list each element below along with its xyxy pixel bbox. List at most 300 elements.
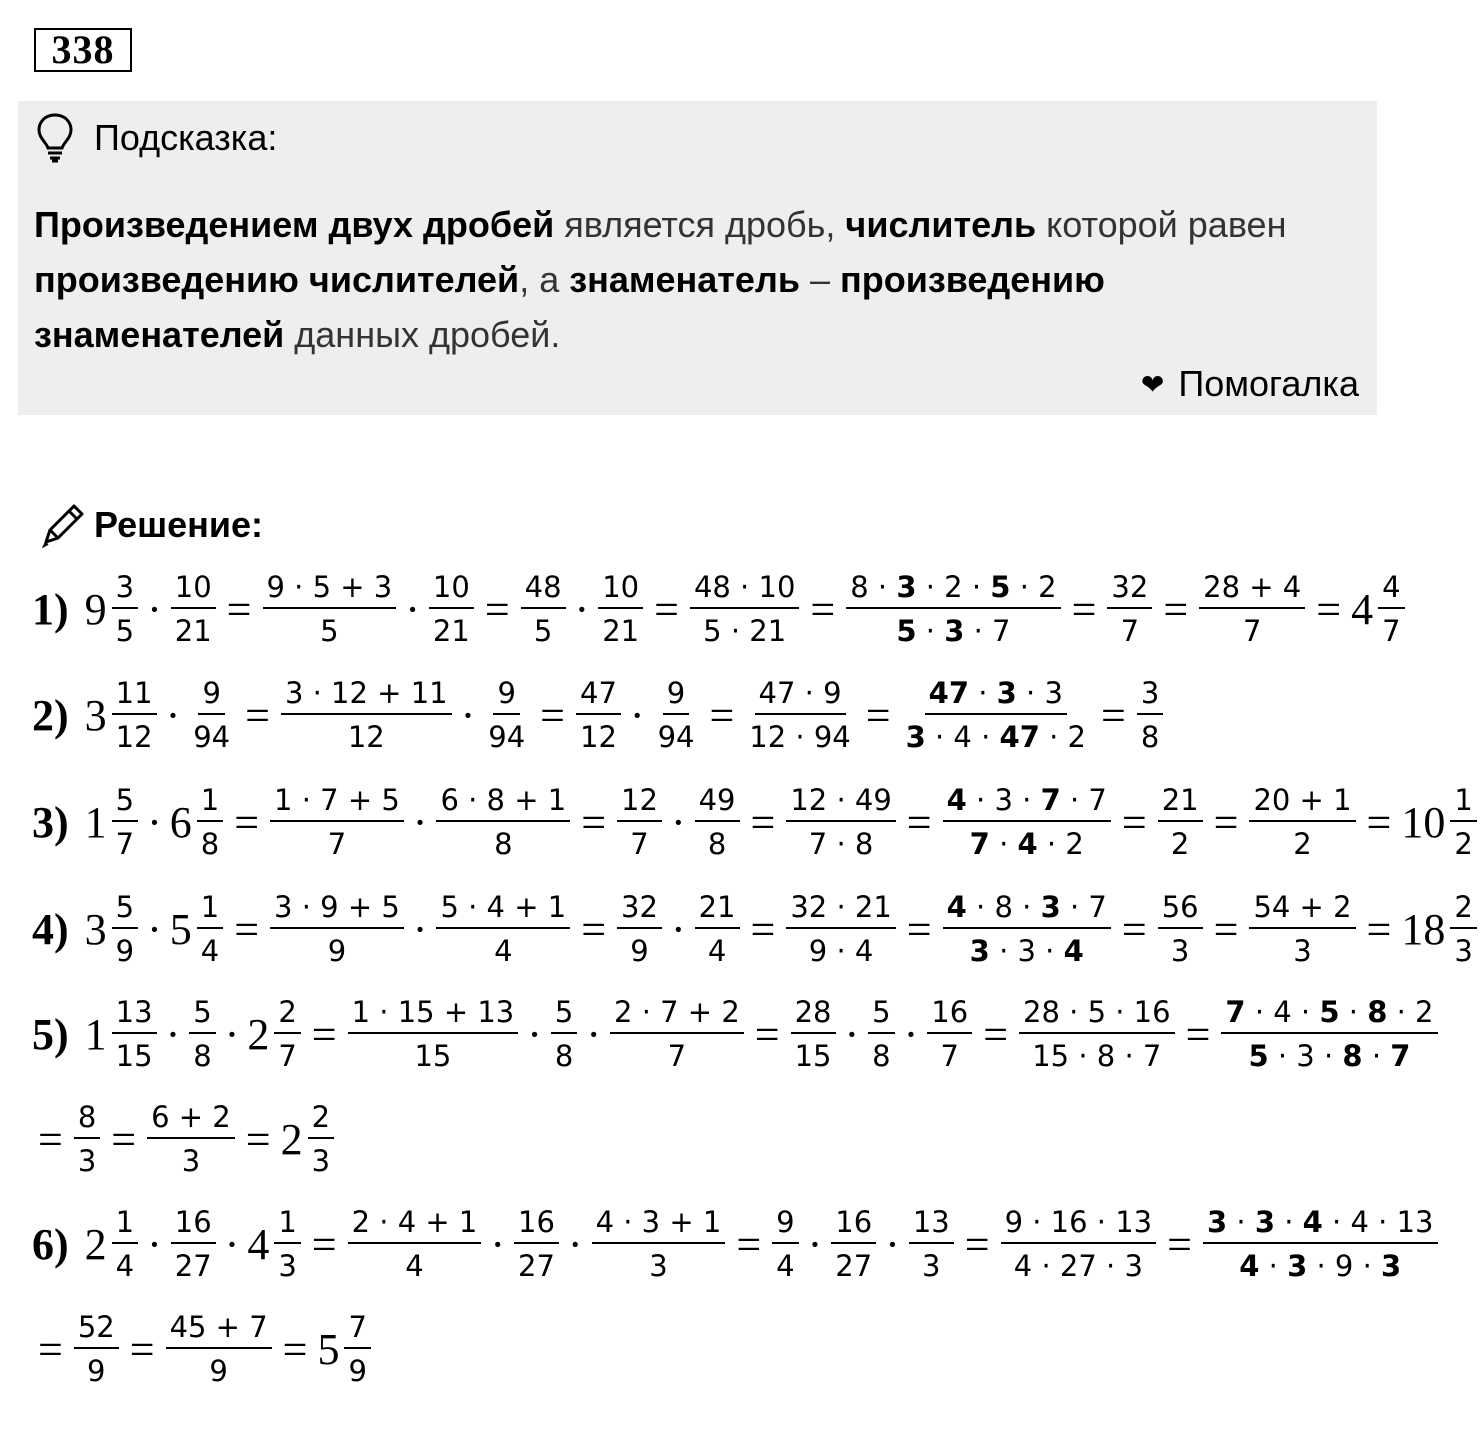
numerator: 13	[112, 995, 157, 1034]
whole-part: 10	[1401, 797, 1446, 847]
numerator: 3	[1137, 676, 1163, 715]
operator: ·	[586, 1009, 602, 1059]
numerator: 12 · 49	[786, 783, 895, 822]
denominator: 3	[922, 1249, 941, 1283]
denominator: 5 · 3 · 7	[896, 614, 1011, 648]
numerator: 28	[791, 995, 836, 1034]
denominator: 4 · 27 · 3	[1013, 1249, 1143, 1283]
numerator: 10	[171, 570, 216, 609]
fraction	[112, 1205, 138, 1283]
numerator: 48 · 10	[690, 570, 799, 609]
numerator: 32	[1107, 570, 1152, 609]
numerator: 47	[576, 676, 621, 715]
operator: ·	[670, 904, 686, 954]
denominator: 7	[327, 827, 347, 861]
equation-line	[32, 783, 1482, 861]
fraction	[695, 890, 740, 968]
numerator: 2 · 4 + 1	[348, 1205, 482, 1244]
fraction	[909, 1205, 954, 1283]
fraction	[868, 995, 894, 1073]
operator: =	[245, 1114, 271, 1164]
numerator: 16	[831, 1205, 876, 1244]
operator: =	[1185, 1009, 1211, 1059]
operator: =	[581, 797, 607, 847]
fraction	[745, 676, 854, 754]
whole-part: 2	[280, 1114, 303, 1164]
operator: ·	[405, 584, 420, 634]
denominator: 94	[488, 720, 526, 754]
fraction	[1001, 1205, 1157, 1283]
numerator: 9	[493, 676, 519, 715]
numerator: 28 + 4	[1199, 570, 1305, 609]
numerator: 5 · 4 + 1	[436, 890, 570, 929]
fraction	[786, 890, 895, 968]
denominator: 7	[630, 827, 649, 861]
numerator: 1	[274, 1205, 300, 1244]
fraction	[112, 676, 157, 754]
denominator: 8	[494, 827, 513, 861]
numerator: 6 + 2	[147, 1100, 235, 1139]
operator: ·	[527, 1009, 542, 1059]
whole-part: 5	[169, 904, 192, 954]
denominator: 7	[1382, 614, 1401, 648]
denominator: 3	[311, 1144, 331, 1178]
equation-label: 6)	[32, 1219, 69, 1269]
denominator: 4	[494, 934, 513, 968]
numerator: 16	[514, 1205, 559, 1244]
denominator: 94	[193, 720, 231, 754]
equation-label: 2)	[32, 690, 69, 740]
fraction	[112, 890, 138, 968]
fraction	[308, 1100, 334, 1178]
operator: ·	[147, 904, 162, 954]
equation-label: 4)	[32, 904, 69, 954]
fraction	[189, 676, 234, 754]
numerator: 4	[1378, 570, 1404, 609]
hint-text-run: является дробь,	[554, 204, 846, 245]
operator: =	[234, 904, 260, 954]
operator: ·	[844, 1009, 860, 1059]
fraction	[171, 570, 216, 648]
denominator: 94	[657, 720, 695, 754]
operator: =	[38, 1324, 63, 1374]
fraction	[348, 1205, 482, 1283]
whole-part: 4	[1351, 584, 1374, 634]
operator: =	[234, 797, 260, 847]
operator: ·	[147, 797, 162, 847]
operator: ·	[903, 1009, 919, 1059]
fraction	[1158, 783, 1203, 861]
operator: ·	[165, 690, 181, 740]
operator: =	[736, 1219, 762, 1269]
numerator: 4 · 8 · 3 · 7	[943, 890, 1111, 929]
denominator: 9	[630, 934, 649, 968]
denominator: 8	[554, 1039, 574, 1073]
numerator: 1	[197, 783, 223, 822]
numerator: 49	[695, 783, 740, 822]
hint-text-run: –	[799, 259, 840, 300]
operator: ·	[412, 904, 428, 954]
denominator: 7	[278, 1039, 297, 1073]
operator: =	[654, 584, 679, 634]
fraction	[166, 1310, 272, 1388]
fraction	[690, 570, 799, 648]
fraction	[610, 995, 744, 1073]
denominator: 5	[115, 614, 135, 648]
numerator: 9	[663, 676, 689, 715]
denominator: 4	[776, 1249, 795, 1283]
fraction	[281, 676, 452, 754]
whole-part: 6	[169, 797, 192, 847]
numerator: 4 · 3 · 7 · 7	[943, 783, 1111, 822]
numerator: 10	[429, 570, 474, 609]
numerator: 21	[695, 890, 740, 929]
task-number: 338	[34, 28, 132, 72]
denominator: 21	[432, 614, 470, 648]
denominator: 21	[602, 614, 640, 648]
equation-label: 1)	[32, 584, 69, 634]
operator: =	[1167, 1219, 1192, 1269]
denominator: 8	[1140, 720, 1160, 754]
numerator: 16	[171, 1205, 216, 1244]
denominator: 8	[193, 1039, 212, 1073]
numerator: 5	[112, 890, 138, 929]
operator: =	[750, 797, 776, 847]
denominator: 8	[200, 827, 220, 861]
hint-text	[34, 197, 1354, 362]
whole-part: 18	[1401, 904, 1446, 954]
operator: =	[1213, 904, 1239, 954]
fraction	[927, 995, 972, 1073]
numerator: 3 · 9 + 5	[270, 890, 404, 929]
hint-bold-text: произведению знаменателей	[34, 259, 1105, 355]
fraction	[112, 995, 157, 1073]
operator: =	[540, 690, 565, 740]
fraction	[189, 995, 215, 1073]
denominator: 9	[348, 1354, 367, 1388]
operator: ·	[490, 1219, 506, 1269]
numerator: 52	[74, 1310, 119, 1349]
whole-part: 9	[84, 584, 107, 634]
numerator: 54 + 2	[1249, 890, 1355, 929]
operator: =	[906, 904, 932, 954]
solution-title: Решение:	[94, 504, 264, 545]
operator: ·	[807, 1219, 823, 1269]
denominator: 7 · 8	[808, 827, 874, 861]
numerator: 11	[112, 676, 157, 715]
numerator: 7	[344, 1310, 370, 1349]
denominator: 2	[1293, 827, 1312, 861]
equation-line	[32, 1100, 339, 1178]
denominator: 12	[115, 720, 153, 754]
numerator: 2 · 7 + 2	[610, 995, 744, 1034]
denominator: 3 · 3 · 4	[969, 934, 1084, 968]
fraction	[436, 890, 570, 968]
whole-part: 3	[84, 904, 107, 954]
numerator: 5	[551, 995, 577, 1034]
fraction	[197, 783, 223, 861]
operator: =	[111, 1114, 137, 1164]
whole-part: 3	[84, 690, 107, 740]
numerator: 1	[197, 890, 223, 929]
fraction	[1221, 995, 1437, 1073]
equation-line	[32, 676, 1168, 754]
equation-line	[32, 890, 1482, 968]
fraction	[348, 995, 519, 1073]
denominator: 4 · 3 · 9 · 3	[1239, 1249, 1402, 1283]
numerator: 9 · 16 · 13	[1001, 1205, 1157, 1244]
fraction	[617, 783, 662, 861]
operator: ·	[460, 690, 476, 740]
operator: =	[1366, 904, 1392, 954]
fraction	[171, 1205, 216, 1283]
denominator: 7	[1242, 614, 1262, 648]
equation-line	[32, 995, 1443, 1073]
fraction	[74, 1100, 100, 1178]
numerator: 48	[521, 570, 566, 609]
denominator: 8	[872, 1039, 891, 1073]
hint-title: Подсказка:	[94, 117, 278, 158]
denominator: 12 · 94	[749, 720, 851, 754]
whole-part: 2	[84, 1219, 107, 1269]
fraction	[1249, 890, 1355, 968]
numerator: 10	[598, 570, 643, 609]
fraction	[1158, 890, 1203, 968]
fraction	[270, 890, 404, 968]
numerator: 45 + 7	[166, 1310, 272, 1349]
denominator: 9	[115, 934, 135, 968]
denominator: 7	[1120, 614, 1140, 648]
numerator: 1	[1450, 783, 1476, 822]
numerator: 3 · 12 + 11	[281, 676, 452, 715]
numerator: 2	[308, 1100, 334, 1139]
operator: =	[38, 1114, 63, 1164]
numerator: 7 · 4 · 5 · 8 · 2	[1221, 995, 1437, 1034]
numerator: 47 · 9	[755, 676, 846, 715]
denominator: 4	[115, 1249, 135, 1283]
operator: =	[1366, 797, 1392, 847]
denominator: 7	[115, 827, 135, 861]
fraction	[1137, 676, 1163, 754]
whole-part: 1	[84, 797, 107, 847]
denominator: 9	[209, 1354, 228, 1388]
operator: =	[754, 1009, 780, 1059]
numerator: 16	[927, 995, 972, 1034]
numerator: 12	[617, 783, 662, 822]
numerator: 4 · 3 + 1	[592, 1205, 726, 1244]
numerator: 5	[868, 995, 894, 1034]
denominator: 4	[707, 934, 727, 968]
denominator: 7	[940, 1039, 959, 1073]
numerator: 13	[909, 1205, 954, 1244]
operator: =	[1101, 690, 1126, 740]
numerator: 5	[112, 783, 138, 822]
fraction	[943, 783, 1111, 861]
hint-bold-text: знаменатель	[569, 259, 800, 300]
denominator: 8	[707, 827, 727, 861]
equation-label: 3)	[32, 797, 69, 847]
numerator: 8	[74, 1100, 100, 1139]
numerator: 8 · 3 · 2 · 5 · 2	[846, 570, 1060, 609]
fraction	[791, 995, 836, 1073]
denominator: 5 · 3 · 8 · 7	[1248, 1039, 1411, 1073]
operator: ·	[670, 797, 686, 847]
hint-panel	[18, 101, 1377, 415]
operator: =	[1071, 584, 1097, 634]
fraction	[112, 570, 138, 648]
fraction	[786, 783, 895, 861]
whole-part: 5	[317, 1324, 340, 1374]
operator: ·	[147, 584, 162, 634]
denominator: 4	[405, 1249, 424, 1283]
denominator: 7	[667, 1039, 687, 1073]
operator: =	[810, 584, 836, 634]
operator: ·	[412, 797, 428, 847]
denominator: 9 · 4	[808, 934, 874, 968]
operator: =	[983, 1009, 1009, 1059]
fraction	[943, 890, 1111, 968]
denominator: 15 · 8 · 7	[1032, 1039, 1162, 1073]
numerator: 32 · 21	[786, 890, 895, 929]
denominator: 7 · 4 · 2	[969, 827, 1084, 861]
whole-part: 2	[247, 1009, 270, 1059]
fraction	[147, 1100, 235, 1178]
numerator: 1	[112, 1205, 138, 1244]
denominator: 3	[1293, 934, 1312, 968]
denominator: 3	[77, 1144, 97, 1178]
equation-label: 5)	[32, 1009, 69, 1059]
fraction	[484, 676, 529, 754]
hint-text-run: , а	[519, 259, 570, 300]
denominator: 3	[1170, 934, 1190, 968]
denominator: 5	[320, 614, 339, 648]
fraction	[1199, 570, 1305, 648]
operator: ·	[147, 1219, 162, 1269]
operator: =	[1213, 797, 1239, 847]
operator: =	[282, 1324, 308, 1374]
numerator: 47 · 3 · 3	[925, 676, 1067, 715]
fraction	[263, 570, 397, 648]
operator: ·	[885, 1219, 900, 1269]
denominator: 21	[174, 614, 212, 648]
denominator: 3 · 4 · 47 · 2	[905, 720, 1087, 754]
numerator: 32	[617, 890, 662, 929]
fraction	[772, 1205, 798, 1283]
denominator: 15	[414, 1039, 452, 1073]
operator: ·	[224, 1009, 240, 1059]
denominator: 12	[347, 720, 385, 754]
numerator: 21	[1158, 783, 1203, 822]
operator: =	[581, 904, 607, 954]
hint-header	[34, 115, 277, 161]
denominator: 27	[835, 1249, 873, 1283]
fraction	[274, 995, 300, 1073]
numerator: 28 · 5 · 16	[1019, 995, 1175, 1034]
fraction	[197, 890, 223, 968]
operator: =	[226, 584, 252, 634]
heart-icon: ❤	[1140, 368, 1165, 400]
fraction	[831, 1205, 876, 1283]
operator: =	[1121, 904, 1147, 954]
denominator: 27	[518, 1249, 555, 1283]
numerator: 1 · 15 + 13	[348, 995, 519, 1034]
numerator: 6 · 8 + 1	[436, 783, 570, 822]
fraction	[1378, 570, 1404, 648]
fraction	[514, 1205, 559, 1283]
numerator: 5	[189, 995, 215, 1034]
fraction	[436, 783, 570, 861]
operator: =	[906, 797, 932, 847]
operator: =	[129, 1324, 155, 1374]
credit-label: Помогалка	[1178, 363, 1359, 404]
fraction	[654, 676, 699, 754]
numerator: 9	[198, 676, 224, 715]
hint-bold-text: Произведением двух дробей	[34, 204, 555, 245]
fraction	[429, 570, 474, 648]
operator: ·	[629, 690, 645, 740]
equation-line	[32, 1310, 376, 1388]
fraction	[551, 995, 577, 1073]
fraction	[695, 783, 740, 861]
operator: =	[964, 1219, 990, 1269]
numerator: 2	[1450, 890, 1476, 929]
numerator: 2	[274, 995, 300, 1034]
fraction	[274, 1205, 300, 1283]
operator: =	[709, 690, 735, 740]
fraction	[617, 890, 662, 968]
denominator: 3	[649, 1249, 668, 1283]
denominator: 3	[1454, 934, 1473, 968]
denominator: 15	[794, 1039, 832, 1073]
equation-line	[32, 1205, 1443, 1283]
credit	[1141, 363, 1359, 405]
numerator: 1 · 7 + 5	[270, 783, 404, 822]
hint-bold-text: произведению числителей	[34, 259, 520, 300]
denominator: 27	[174, 1249, 212, 1283]
operator: ·	[165, 1009, 181, 1059]
hint-text-run: данных дробей.	[284, 314, 561, 355]
hint-text-run: которой равен	[1036, 204, 1287, 245]
operator: =	[311, 1009, 337, 1059]
hint-bold-text: числитель	[845, 204, 1037, 245]
fraction	[344, 1310, 370, 1388]
numerator: 3	[112, 570, 138, 609]
denominator: 4	[200, 934, 220, 968]
operator: ·	[224, 1219, 240, 1269]
fraction	[1450, 783, 1476, 861]
fraction	[1203, 1205, 1438, 1283]
equation-line	[32, 570, 1410, 648]
denominator: 5	[533, 614, 553, 648]
fraction	[902, 676, 1090, 754]
denominator: 2	[1170, 827, 1190, 861]
operator: ·	[574, 584, 590, 634]
denominator: 12	[580, 720, 617, 754]
numerator: 56	[1158, 890, 1203, 929]
pencil-icon	[38, 500, 88, 550]
fraction	[1107, 570, 1152, 648]
numerator: 9	[772, 1205, 798, 1244]
operator: =	[245, 690, 270, 740]
denominator: 9	[87, 1354, 106, 1388]
fraction	[270, 783, 404, 861]
denominator: 5 · 21	[703, 614, 787, 648]
numerator: 20 + 1	[1249, 783, 1355, 822]
operator: =	[1316, 584, 1342, 634]
numerator: 9 · 5 + 3	[263, 570, 397, 609]
denominator: 2	[1454, 827, 1473, 861]
fraction	[1450, 890, 1476, 968]
